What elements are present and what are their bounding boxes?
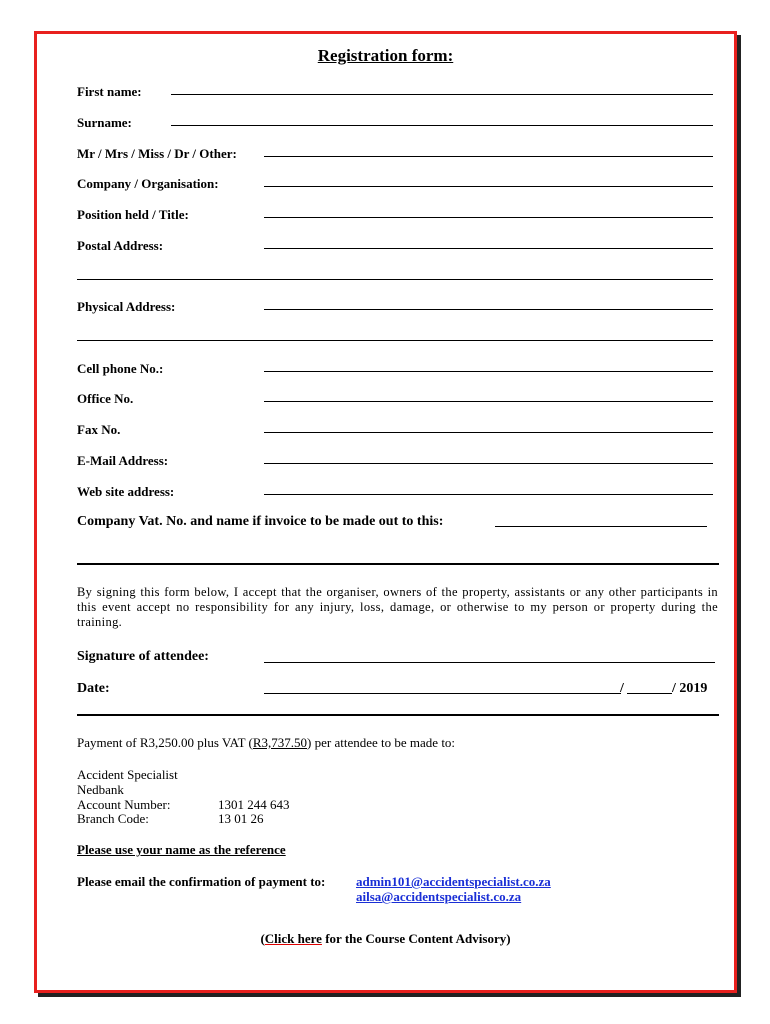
date-year: / 2019 [672, 681, 708, 696]
company-label: Company / Organisation: [77, 176, 219, 191]
payment-incl-vat-amount: R3,737.50 [252, 735, 308, 750]
account-number-value: 1301 244 643 [218, 797, 290, 812]
website-label: Web site address: [77, 484, 175, 499]
form-title: Registration form: [317, 46, 454, 65]
title-field[interactable] [264, 156, 713, 157]
email-field[interactable] [264, 463, 713, 464]
postal-address-field-line-2[interactable] [77, 279, 713, 280]
payment-intro-prefix: Payment of R3,250.00 plus VAT ( [77, 735, 253, 750]
section-divider [77, 563, 719, 565]
cell-phone-field[interactable] [264, 371, 713, 372]
surname-field[interactable] [171, 125, 713, 126]
date-month-field[interactable] [627, 693, 672, 694]
physical-address-label: Physical Address: [77, 299, 176, 314]
website-field[interactable] [264, 494, 713, 495]
company-field[interactable] [264, 186, 713, 187]
branch-code-label: Branch Code: [77, 811, 149, 826]
fax-no-field[interactable] [264, 432, 713, 433]
title-label: Mr / Mrs / Miss / Dr / Other: [77, 146, 237, 161]
date-separator: / [620, 681, 624, 696]
bank-name: Nedbank [77, 782, 124, 797]
cell-phone-label: Cell phone No.: [77, 361, 164, 376]
advisory-line [37, 931, 734, 947]
office-no-field[interactable] [264, 401, 713, 402]
email-link-ailsa[interactable]: ailsa@accidentspecialist.co.za [356, 889, 522, 904]
advisory-text: for the Course Content Advisory) [321, 931, 511, 946]
vat-field[interactable] [495, 526, 707, 527]
date-label: Date: [77, 681, 110, 696]
reference-note: Please use your name as the reference [77, 842, 286, 857]
surname-label: Surname: [77, 115, 132, 130]
postal-address-field[interactable] [264, 248, 713, 249]
signature-field[interactable] [264, 662, 715, 663]
office-no-label: Office No. [77, 391, 134, 406]
bank-account-name: Accident Specialist [77, 767, 178, 782]
first-name-field[interactable] [171, 94, 713, 95]
section-divider-2 [77, 714, 719, 716]
vat-label: Company Vat. No. and name if invoice to be made out to this: [77, 514, 444, 529]
physical-address-field[interactable] [264, 309, 713, 310]
fax-no-label: Fax No. [77, 422, 121, 437]
click-here-link[interactable]: Click here [264, 931, 322, 946]
date-day-field[interactable] [264, 693, 621, 694]
email-confirmation-label: Please email the confirmation of payment to: [77, 874, 326, 889]
postal-address-label: Postal Address: [77, 238, 164, 253]
payment-intro-suffix: ) per attendee to be made to: [307, 735, 456, 750]
position-label: Position held / Title: [77, 207, 189, 222]
form-page [34, 31, 737, 993]
branch-code-value: 13 01 26 [218, 811, 264, 826]
advisory-open-paren: ( [260, 931, 265, 946]
signature-label: Signature of attendee: [77, 649, 209, 664]
position-field[interactable] [264, 217, 713, 218]
first-name-label: First name: [77, 84, 142, 99]
email-link-admin[interactable]: admin101@accidentspecialist.co.za [356, 874, 551, 889]
account-number-label: Account Number: [77, 797, 171, 812]
disclaimer-text: By signing this form below, I accept that the organiser, owners of the property, assistants or any other participants in this event accept no responsibility for any injury, loss, damage, or otherwise to my person or property during the training. [77, 585, 718, 629]
email-label: E-Mail Address: [77, 453, 169, 468]
payment-intro [77, 735, 455, 751]
physical-address-field-line-2[interactable] [77, 340, 713, 341]
